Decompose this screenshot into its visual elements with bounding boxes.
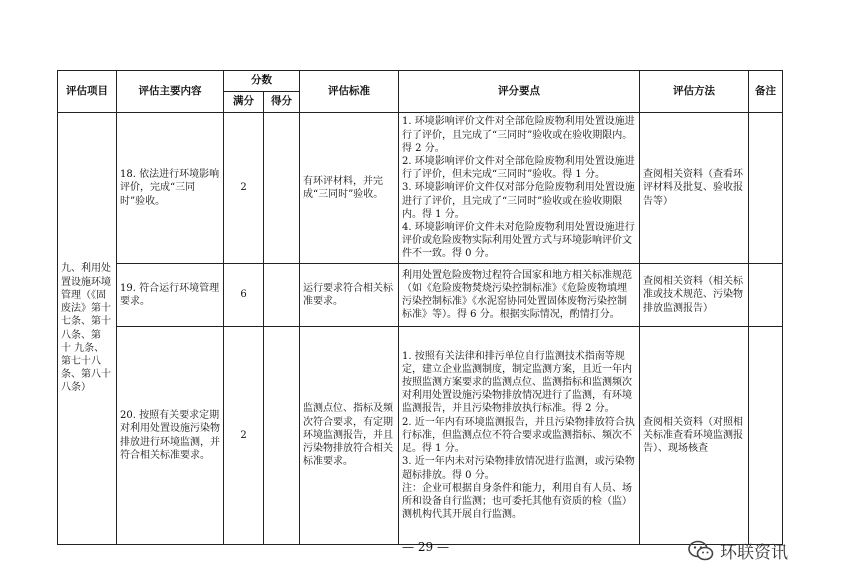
header-standard: 评估标准 bbox=[300, 71, 399, 113]
row-points bbox=[399, 113, 640, 264]
row-content: 18. 依法进行环境影响评价，完成“三同时”验收。 bbox=[117, 113, 224, 264]
watermark bbox=[688, 538, 788, 563]
point-item: 1. 环境影响评价文件对全部危险废物利用处置设施进行了评价，且完成了“三同时”验收或在验收期限内。得 2 分。 bbox=[402, 116, 635, 154]
evaluation-table bbox=[57, 70, 783, 545]
row-got-score bbox=[264, 113, 300, 264]
row-points bbox=[399, 327, 640, 545]
point-item: 2. 环境影响评价文件对全部危险废物利用处置设施进行了评价，但未完成“三同时”验收。得 1 分。 bbox=[402, 155, 635, 181]
table-row bbox=[58, 264, 783, 327]
row-full-score: 2 bbox=[224, 113, 264, 264]
header-points: 评分要点 bbox=[399, 71, 640, 113]
wechat-icon bbox=[688, 540, 714, 562]
header-method: 评估方法 bbox=[640, 71, 749, 113]
point-item: 3. 环境影响评价文件仅对部分危险废物利用处置设施进行了评价，且完成了“三同时”验收或在验收期限内。得 1 分。 bbox=[402, 182, 635, 220]
row-got-score bbox=[264, 264, 300, 327]
header-remark: 备注 bbox=[749, 71, 783, 113]
row-method: 查阅相关资料（查看环评材料及批复、验收报告等） bbox=[640, 113, 749, 264]
point-item: 注：企业可根据自身条件和能力，利用自有人员、场所和设备自行监测；也可委托其他有资质的检（监）测机构代其开展自行监测。 bbox=[402, 482, 632, 521]
point-item: 3. 近一年内未对污染物排放情况进行监测，或污染物超标排放。得 0 分。 bbox=[402, 456, 635, 481]
header-item: 评估项目 bbox=[58, 71, 117, 113]
watermark-text: 环联资讯 bbox=[720, 543, 788, 563]
header-full: 满分 bbox=[224, 92, 264, 113]
row-remark bbox=[749, 264, 783, 327]
header-got: 得分 bbox=[264, 92, 300, 113]
header-score: 分数 bbox=[224, 71, 300, 92]
row-method: 查阅相关资料（对照相关标准查看环境监测报告）、现场核查 bbox=[640, 327, 749, 545]
row-content: 19. 符合运行环境管理要求。 bbox=[117, 264, 224, 327]
row-full-score: 2 bbox=[224, 327, 264, 545]
row-method: 查阅相关资料（相关标准或技术规范、污染物排放监测报告） bbox=[640, 264, 749, 327]
row-full-score: 6 bbox=[224, 264, 264, 327]
row-remark bbox=[749, 113, 783, 264]
row-standard: 运行要求符合相关标准要求。 bbox=[300, 264, 399, 327]
point-item: 利用处置危险废物过程符合国家和地方相关标准规范（如《危险废物焚烧污染控制标准》《危险废物填埋污染控制标准》《水泥窑协同处置固体废物污染控制标准》等）。得 6 分。根据实际情况，酌情打分。 bbox=[402, 269, 632, 321]
section-label: 九、利用处置设施环境管理（《固废法》第十七条、第十八条、第 十 九条、第七十八条、第八十八条） bbox=[58, 113, 117, 545]
row-content: 20. 按照有关要求定期对利用处置设施污染物排放进行环境监测，并符合相关标准要求。 bbox=[117, 327, 224, 545]
row-standard: 监测点位、指标及频次符合要求，有定期环境监测报告，并且污染物排放符合相关标准要求。 bbox=[300, 327, 399, 545]
point-item: 2. 近一年内有环境监测报告，并且污染物排放符合执行标准，但监测点位不符合要求或监测指标、频次不足。得 1 分。 bbox=[402, 416, 635, 455]
table-row bbox=[58, 327, 783, 545]
table-row bbox=[58, 113, 783, 264]
point-item: 4. 环境影响评价文件未对危险废物利用处置设施进行评价或危险废物实际利用处置方式与环境影响评价文件不一致。得 0 分。 bbox=[402, 222, 635, 260]
row-got-score bbox=[264, 327, 300, 545]
row-points bbox=[399, 264, 640, 327]
row-standard: 有环评材料，并完成“三同时”验收。 bbox=[300, 113, 399, 264]
header-content: 评估主要内容 bbox=[117, 71, 224, 113]
row-remark bbox=[749, 327, 783, 545]
page-number: — 29 — bbox=[402, 540, 449, 554]
point-item: 1. 按照有关法律和排污单位自行监测技术指南等规定，建立企业监测制度，制定监测方案，且近一年内按照监测方案要求的监测点位、监测指标和监测频次对利用处置设施污染物排放情况进行了监测，有环境监测报告，并且污染物排放执行标准。得 2 分。 bbox=[402, 350, 632, 415]
